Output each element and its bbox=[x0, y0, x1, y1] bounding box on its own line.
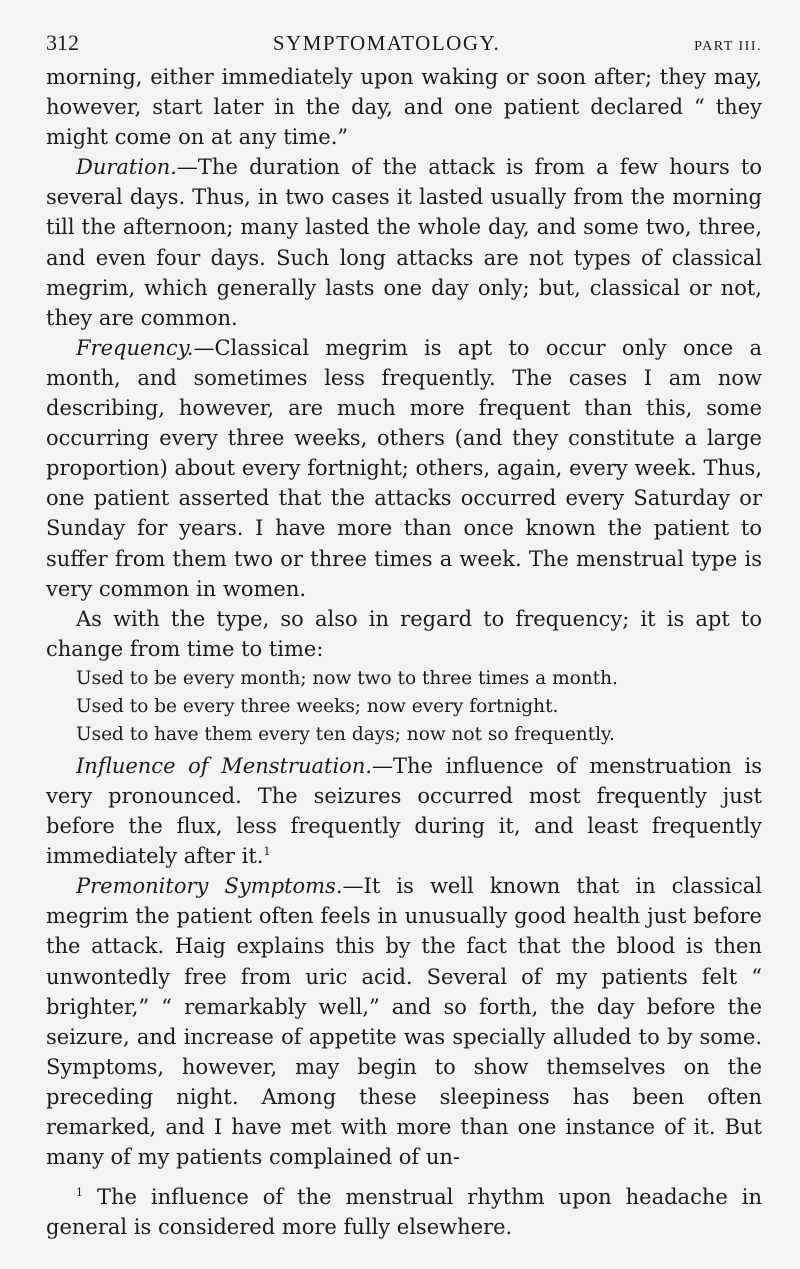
paragraph-continuation: morning, either immediately upon waking or soon after; they may, however, start later in the day, and one patient declared “ they might come on at any time.” bbox=[46, 65, 762, 150]
heading-premonitory: Premonitory Symptoms. bbox=[76, 874, 343, 899]
paragraph-menstruation bbox=[46, 751, 762, 871]
page-number: 312 bbox=[46, 30, 79, 55]
paragraph-premonitory bbox=[46, 871, 762, 1172]
heading-menstruation: Influence of Menstruation. bbox=[76, 753, 373, 778]
paragraph-frequency bbox=[46, 333, 762, 604]
footnote bbox=[46, 1182, 762, 1242]
example-item: Used to be every three weeks; now every fortnight. bbox=[76, 695, 559, 717]
book-page bbox=[46, 30, 762, 1242]
part-label: PART III. bbox=[694, 39, 762, 54]
page-header bbox=[46, 30, 762, 56]
paragraph-type-frequency: As with the type, so also in regard to frequency; it is apt to change from time to time: bbox=[46, 606, 762, 661]
running-title: SYMPTOMATOLOGY. bbox=[272, 31, 501, 55]
footnote-reference: 1 bbox=[263, 845, 271, 859]
page-body bbox=[46, 62, 762, 1242]
heading-frequency: Frequency. bbox=[76, 335, 194, 360]
example-item: Used to be every month; now two to three times a month. bbox=[76, 667, 618, 689]
heading-duration: Duration. bbox=[76, 155, 177, 180]
text-frequency: —Classical megrim is apt to occur only once a month, and sometimes less frequently. The cases I am now describing, however, are much more frequent than this, some occurring every three weeks, others (and they constitute a large proportion) about every fortnight; others, again, every week. Thus, one patient asserted that the attacks occurred every Saturday or Sunday for years. I have more than once known the patient to suffer from them two or three times a week. The menstrual type is very common in women. bbox=[46, 335, 762, 601]
examples-list bbox=[46, 665, 762, 749]
example-item: Used to have them every ten days; now not so frequently. bbox=[76, 723, 615, 745]
text-premonitory: —It is well known that in classical megrim the patient often feels in unusually good health just before the attack. Haig explains this by the fact that the blood is then unwontedly free from uric acid. Several of my patients felt “ brighter,” “ remarkably well,” and so forth, the day before the seizure, and increase of appetite was specially alluded to by some. Symptoms, however, may begin to show themselves on the preceding night. Among these sleepiness has been often remarked, and I have met with more than one instance of it. But many of my patients complained of un- bbox=[46, 874, 762, 1170]
paragraph-duration bbox=[46, 152, 762, 333]
footnote-text: The influence of the menstrual rhythm upon headache in general is considered more fully elsewhere. bbox=[46, 1185, 762, 1240]
text-menstruation: —The influence of menstruation is very pronounced. The seizures occurred most frequently just before the flux, less frequently during it, and least frequently immediately after it. bbox=[46, 753, 762, 869]
footnote-marker: 1 bbox=[76, 1186, 83, 1200]
text-duration: —The duration of the attack is from a few hours to several days. Thus, in two cases it lasted usually from the morning till the afternoon; many lasted the whole day, and some two, three, and even four days. Such long attacks are not types of classical megrim, which generally lasts one day only; but, classical or not, they are common. bbox=[46, 155, 762, 330]
